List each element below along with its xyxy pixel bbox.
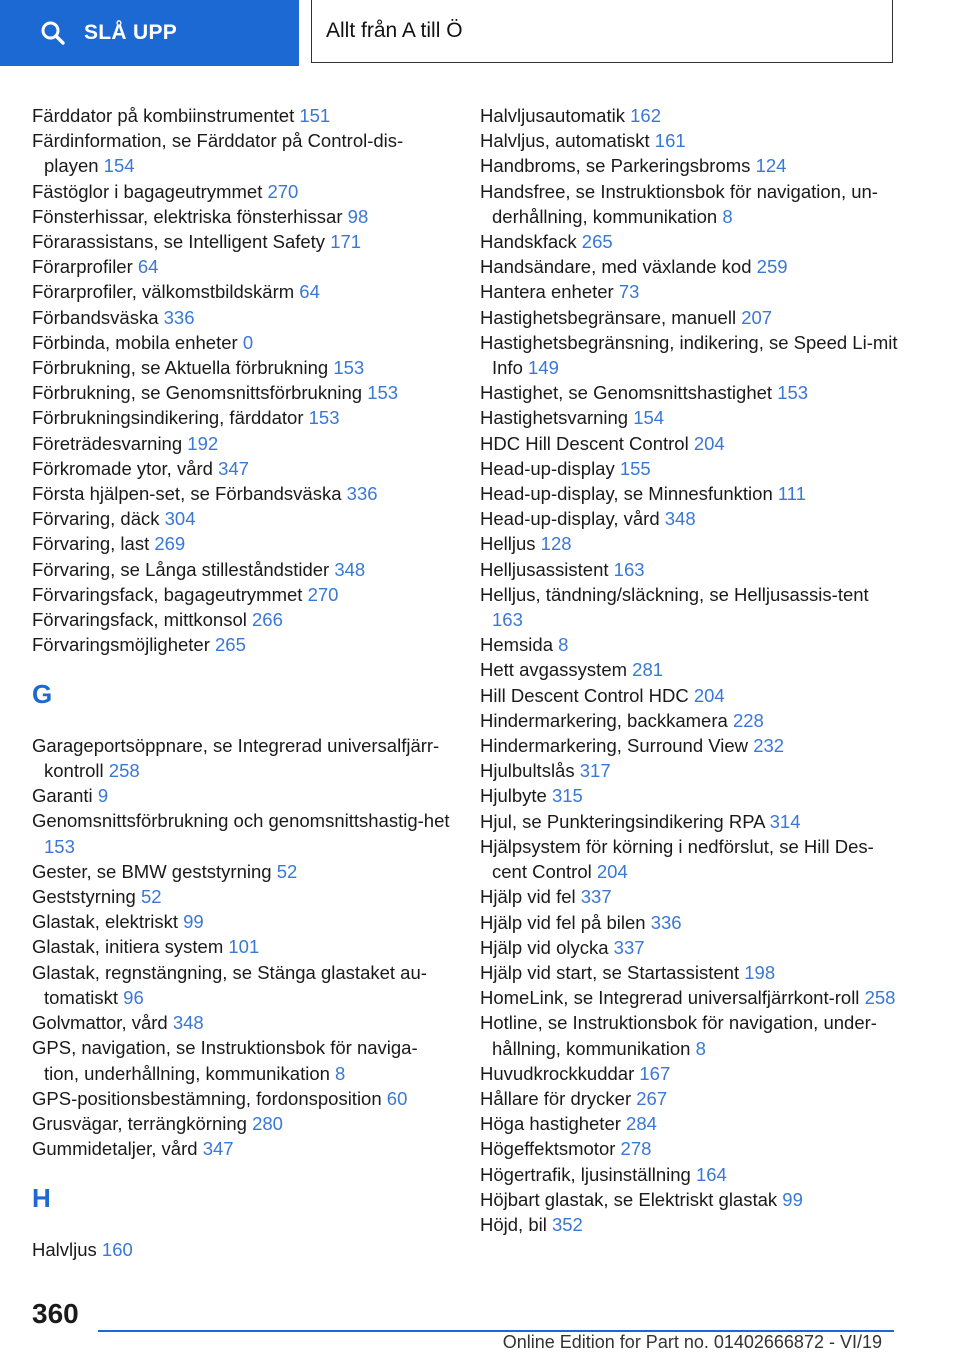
index-entry [32, 733, 452, 783]
index-entry-text: Förbandsväska [32, 306, 164, 328]
index-entry-text: Gummidetaljer, vård [32, 1138, 203, 1160]
page-link[interactable]: 267 [636, 1087, 668, 1109]
page-link[interactable]: 265 [581, 231, 613, 253]
index-entry [480, 431, 900, 456]
index-entry-text: Glastak, elektriskt [32, 911, 184, 933]
index-entry [32, 305, 452, 330]
index-entry-text: Head-up-display, vård [480, 508, 665, 530]
index-entry [32, 380, 452, 405]
index-entry-text: Helljus [480, 533, 541, 555]
index-entry [480, 305, 900, 330]
index-entry-text: Förbrukning, se Genomsnittsförbrukning [32, 382, 368, 404]
index-entry [480, 531, 900, 556]
index-entry [32, 279, 452, 304]
page-link[interactable]: 162 [630, 105, 661, 126]
index-entry [32, 607, 452, 632]
index-entry [480, 683, 900, 708]
page-link[interactable]: 278 [620, 1138, 652, 1160]
index-entry-text: Halvljus, automatiskt [480, 130, 655, 152]
index-entry-text: Geststyrning [32, 886, 141, 908]
index-entry [32, 1035, 452, 1085]
index-entry [480, 254, 900, 279]
index-entry-text: Förvaring, däck [32, 508, 165, 530]
index-entry [32, 632, 452, 657]
page-link[interactable]: 153 [308, 407, 340, 429]
page-link[interactable]: 52 [141, 886, 162, 908]
index-entry [480, 279, 900, 304]
index-entry-text: Förarprofiler, välkomstbildskärm [32, 281, 300, 303]
page-link[interactable]: 124 [755, 155, 787, 177]
index-entry [480, 910, 900, 935]
page-link[interactable]: 348 [664, 508, 696, 530]
page-link[interactable]: 317 [579, 760, 611, 782]
page-link[interactable]: 207 [741, 306, 773, 328]
index-entry-text: Garageportsöppnare, se Integrerad universalfjärr-kontroll [32, 734, 440, 782]
page-link[interactable]: 154 [633, 407, 665, 429]
index-column-left [32, 103, 452, 1262]
index-entry-text: Förvaringsmöjligheter [32, 634, 216, 656]
index-entry [32, 456, 452, 481]
index-entry [480, 657, 900, 682]
index-entry-text: Höjbart glastak, se Elektriskt glastak [480, 1188, 783, 1210]
page-link[interactable]: 153 [333, 357, 365, 379]
index-entry [32, 229, 452, 254]
index-entry-text: Förvaring, last [32, 533, 155, 555]
index-entry [480, 809, 900, 834]
page-link[interactable]: 149 [528, 357, 559, 379]
index-entry [32, 859, 452, 884]
index-entry [32, 506, 452, 531]
index-entry-text: Halvljusautomatik [480, 105, 631, 126]
index-entry [32, 330, 452, 355]
index-entry [480, 834, 900, 884]
index-entry-text: Hett avgassystem [480, 659, 633, 681]
page-link[interactable]: 155 [619, 457, 651, 479]
index-entry-text: Garanti [32, 785, 98, 807]
page-link[interactable]: 336 [346, 483, 378, 505]
page-link[interactable]: 228 [732, 709, 764, 731]
index-entry-text: Glastak, initiera system [32, 936, 229, 958]
index-entry-text: Hjulbultslås [480, 760, 580, 782]
page-link[interactable]: 336 [650, 911, 682, 933]
index-entry-text: Förbrukningsindikering, färddator [32, 407, 309, 429]
page-link[interactable]: 101 [228, 936, 260, 958]
index-entry-text: Gester, se BMW geststyrning [32, 860, 277, 882]
index-entry [480, 708, 900, 733]
page-link[interactable]: 314 [769, 810, 801, 832]
page-link[interactable]: 280 [252, 1112, 283, 1134]
page-number: 360 [32, 1298, 79, 1329]
index-entry [480, 103, 900, 128]
page-link[interactable]: 192 [187, 432, 219, 454]
index-column-right [480, 103, 900, 1237]
page-link[interactable]: 281 [632, 659, 664, 681]
index-entry-text: Genomsnittsförbrukning och genomsnittshastig-het [32, 810, 450, 832]
page-link[interactable]: 60 [386, 1087, 408, 1109]
index-entry [480, 1111, 900, 1136]
page-link[interactable]: 96 [123, 986, 144, 1008]
page-link[interactable]: 0 [242, 331, 254, 353]
page-link[interactable]: 315 [551, 785, 583, 807]
page-link[interactable]: 258 [864, 987, 896, 1009]
index-entry-text: Förkromade ytor, vård [32, 457, 219, 479]
index-entry-text: Hastighet, se Genomsnittshastighet [480, 382, 778, 404]
index-entry-text: Glastak, regnstängning, se Stänga glastaket au-tomatiskt [32, 961, 427, 1008]
index-entry [480, 985, 900, 1010]
index-entry-text: Högertrafik, ljusinställning [480, 1163, 696, 1185]
index-entry [480, 960, 900, 985]
index-entry-text: Färddator på kombiinstrumentet [32, 105, 300, 126]
page-link[interactable]: 99 [183, 911, 204, 933]
index-entry [480, 506, 900, 531]
index-entry [480, 884, 900, 909]
index-entry [32, 405, 452, 430]
index-entry [480, 1212, 900, 1237]
index-entry-text: Handsändare, med växlande kod [480, 256, 757, 278]
index-entry [32, 909, 452, 934]
index-entry [32, 934, 452, 959]
index-entry [480, 153, 900, 178]
index-entry-text: Fönsterhissar, elektriska fönsterhissar [32, 205, 348, 227]
page-link[interactable]: 8 [695, 1037, 706, 1059]
page-link[interactable]: 348 [334, 558, 366, 580]
page-link[interactable]: 8 [722, 205, 733, 227]
index-entry-text: Färdinformation, se Färddator på Control-dis-playen [32, 130, 404, 177]
index-entry [480, 557, 900, 582]
page-link[interactable]: 64 [137, 256, 159, 278]
index-entry-text: Handbroms, se Parkeringsbroms [480, 155, 756, 177]
index-entry [480, 128, 900, 153]
index-entry [32, 1010, 452, 1035]
index-entry [480, 1162, 900, 1187]
index-entry-text: Handsfree, se Instruktionsbok för navigation, un-derhållning, kommunikation [480, 180, 878, 227]
index-entry [32, 582, 452, 607]
index-entry-text: Hållare för drycker [480, 1087, 637, 1109]
index-entry-text: Förbrukning, se Aktuella förbrukning [32, 357, 334, 379]
page-link[interactable]: 9 [97, 785, 109, 807]
page-link[interactable]: 73 [618, 281, 640, 303]
index-entry [32, 128, 452, 178]
index-entry-text: Förarprofiler [32, 256, 138, 278]
index-entry-text: Head-up-display [480, 457, 620, 479]
page-link[interactable]: 52 [276, 860, 298, 882]
index-entry [32, 254, 452, 279]
index-entry [480, 1187, 900, 1212]
page-link[interactable]: 336 [163, 306, 195, 328]
page-link[interactable]: 337 [613, 936, 645, 958]
page-link[interactable]: 270 [307, 583, 339, 605]
index-entry-text: Hastighetsvarning [480, 407, 634, 429]
index-entry-text: Huvudkrockkuddar [480, 1062, 640, 1084]
index-entry [480, 405, 900, 430]
index-entry-text: Första hjälpen-set, se Förbandsväska [32, 483, 347, 505]
page-link[interactable]: 204 [693, 684, 725, 706]
page-link[interactable]: 153 [44, 835, 75, 857]
index-entry [480, 229, 900, 254]
page-link[interactable]: 128 [540, 533, 572, 555]
index-entry [480, 1086, 900, 1111]
index-entry-text: Helljus, tändning/släckning, se Helljusassis-tent [480, 583, 869, 605]
index-entry [480, 733, 900, 758]
search-label: SLÅ UPP [84, 21, 178, 44]
index-entry-text: Höjd, bil [480, 1213, 552, 1235]
search-icon [40, 20, 66, 46]
index-entry [32, 179, 452, 204]
index-entry-text: Förarassistans, se Intelligent Safety [32, 231, 331, 253]
page-link[interactable]: 160 [101, 1238, 133, 1260]
index-entry-text: Fästöglor i bagageutrymmet [32, 180, 268, 202]
page-link[interactable]: 98 [347, 205, 369, 227]
page-link[interactable]: 151 [299, 105, 331, 126]
index-entry [32, 1136, 452, 1161]
page-link[interactable]: 153 [777, 382, 809, 404]
index-entry [480, 1010, 900, 1060]
page-link[interactable]: 265 [215, 634, 246, 656]
page-link[interactable]: 204 [596, 861, 628, 883]
page-link[interactable]: 232 [753, 735, 785, 757]
index-entry [480, 758, 900, 783]
index-entry-text: Hastighetsbegränsning, indikering, se Speed Li-mit Info [480, 331, 898, 379]
index-entry [480, 783, 900, 808]
page-link[interactable]: 164 [695, 1163, 727, 1185]
index-entry-text: Hantera enheter [480, 281, 619, 303]
index-entry-text: Hindermarkering, backkamera [480, 709, 733, 731]
index-entry [32, 884, 452, 909]
section-title: Allt från A till Ö [326, 19, 463, 42]
page-link[interactable]: 204 [693, 432, 725, 454]
index-entry-text: Golvmattor, vård [32, 1012, 173, 1034]
page-link[interactable]: 64 [299, 281, 320, 303]
index-entry [32, 783, 452, 808]
section-title-box [311, 0, 893, 63]
index-entry [32, 481, 452, 506]
page-link[interactable]: 337 [580, 886, 612, 908]
page-link[interactable]: 167 [639, 1062, 671, 1084]
page-link[interactable]: 348 [172, 1012, 204, 1034]
index-entry [480, 1061, 900, 1086]
page-link[interactable]: 258 [108, 760, 140, 782]
page-link[interactable]: 352 [551, 1213, 583, 1235]
index-entry [32, 355, 452, 380]
page-link[interactable]: 154 [103, 155, 135, 177]
index-entry [480, 632, 900, 657]
index-letter-heading: G [32, 679, 53, 710]
page-link[interactable]: 8 [335, 1062, 346, 1084]
index-entry [32, 1111, 452, 1136]
index-entry-text: GPS-positionsbestämning, fordonsposition [32, 1087, 387, 1109]
index-entry-text: Högeffektsmotor [480, 1138, 621, 1160]
index-entry [32, 960, 452, 1010]
index-entry-text: Halvljus [32, 1238, 102, 1260]
page-link[interactable]: 269 [154, 533, 186, 555]
index-entry-text: Head-up-display, se Minnesfunktion [480, 483, 778, 505]
index-entry [480, 1136, 900, 1161]
index-entry-text: Grusvägar, terrängkörning [32, 1112, 253, 1134]
index-entry-text: Höga hastigheter [480, 1113, 627, 1135]
index-entry [480, 481, 900, 506]
page-link[interactable]: 163 [492, 609, 523, 631]
index-letter-heading: H [32, 1183, 51, 1214]
page-link[interactable]: 259 [756, 256, 788, 278]
index-entry-text: Hjälp vid start, se Startassistent [480, 961, 745, 983]
page-link[interactable]: 163 [613, 558, 645, 580]
index-entry-text: Förvaringsfack, mittkonsol [32, 609, 253, 631]
page-link[interactable]: 284 [626, 1113, 657, 1135]
index-entry [480, 456, 900, 481]
index-entry-text: Hjälpsystem för körning i nedförslut, se Hill Des-cent Control [480, 835, 874, 883]
index-entry-text: Hjul, se Punkteringsindikering RPA [480, 810, 770, 832]
index-entry-text: Hjälp vid fel [480, 886, 581, 908]
page-link[interactable]: 198 [744, 961, 776, 983]
index-entry-text: Hjälp vid fel på bilen [480, 911, 651, 933]
index-entry-text: Helljusassistent [480, 558, 614, 580]
index-entry-text: Hjulbyte [480, 785, 552, 807]
edition-text: Online Edition for Part no. 01402666872 - VI/19 [502, 1332, 882, 1352]
index-entry [32, 1237, 452, 1262]
page-link[interactable]: 347 [202, 1138, 234, 1160]
index-entry-text: HomeLink, se Integrerad universalfjärrkont-roll [480, 987, 865, 1009]
page-link[interactable]: 161 [654, 130, 686, 152]
index-entry-text: Hjälp vid olycka [480, 936, 614, 958]
page-link[interactable]: 99 [782, 1188, 803, 1210]
page-link[interactable]: 111 [777, 483, 806, 505]
index-entry [32, 204, 452, 229]
search-button[interactable] [0, 0, 299, 66]
index-entry [480, 935, 900, 960]
index-entry-text: GPS, navigation, se Instruktionsbok för naviga-tion, underhållning, kommunikation [32, 1037, 418, 1084]
page-link[interactable]: 171 [330, 231, 362, 253]
index-entry-text: Förvaringsfack, bagageutrymmet [32, 583, 308, 605]
index-entry [32, 808, 452, 858]
index-entry-text: Förbinda, mobila enheter [32, 331, 243, 353]
page-link[interactable]: 153 [367, 382, 399, 404]
index-entry-text: Hill Descent Control HDC [480, 684, 694, 706]
page-link[interactable]: 347 [218, 457, 249, 479]
index-entry-text: Hemsida [480, 634, 559, 656]
page-link[interactable]: 8 [558, 634, 569, 656]
page-link[interactable]: 270 [267, 180, 299, 202]
index-entry [32, 431, 452, 456]
index-entry-text: Hotline, se Instruktionsbok för navigation, under-hållning, kommunikation [480, 1012, 877, 1059]
index-entry-text: Förvaring, se Långa stilleståndstider [32, 558, 335, 580]
index-entry [480, 179, 900, 229]
index-entry [32, 103, 452, 128]
index-entry [32, 531, 452, 556]
index-entry [480, 330, 900, 380]
index-entry-text: Handskfack [480, 231, 582, 253]
header [0, 0, 960, 66]
index-entry-text: Företrädesvarning [32, 432, 188, 454]
index-entry-text: HDC Hill Descent Control [480, 432, 694, 454]
page-link[interactable]: 304 [164, 508, 196, 530]
index-entry [480, 380, 900, 405]
index-entry-text: Hindermarkering, Surround View [480, 735, 754, 757]
index-entry [480, 582, 900, 632]
index-entry [32, 557, 452, 582]
index-entry [32, 1086, 452, 1111]
index-entry-text: Hastighetsbegränsare, manuell [480, 306, 742, 328]
page-link[interactable]: 266 [252, 609, 283, 631]
